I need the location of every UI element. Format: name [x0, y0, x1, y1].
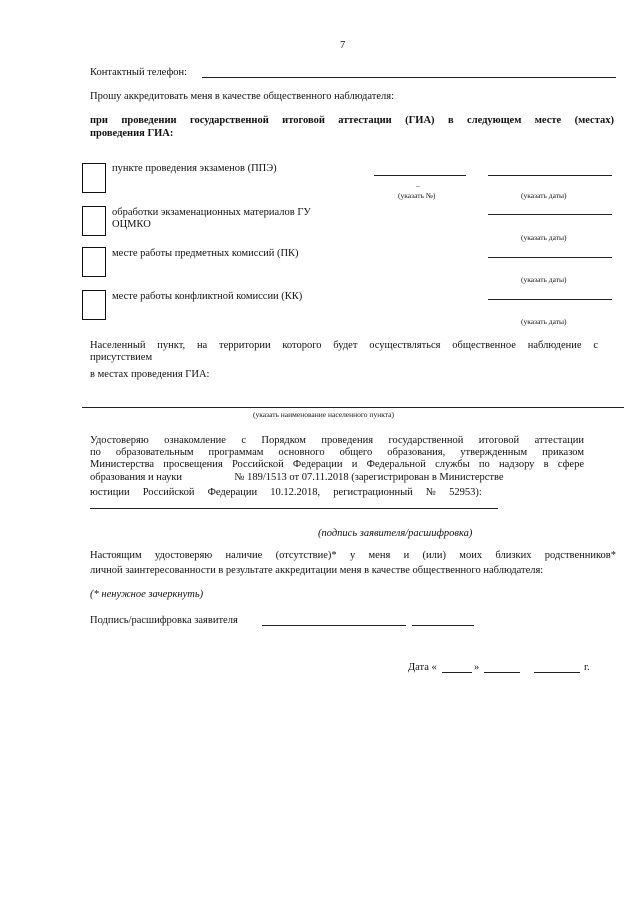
settlement-field[interactable] — [82, 407, 624, 408]
certify-line4: образования и науки № 189/1513 от 07.11.2018 (зарегистрирован в Министерстве — [90, 472, 504, 483]
ppe-number-field[interactable] — [374, 175, 466, 176]
heading-line1: при проведении государственной итоговой аттестации (ГИА) в следующем месте (местах) — [90, 115, 614, 126]
page-number: 7 — [340, 40, 346, 51]
signature-decode-field[interactable] — [412, 625, 474, 626]
ocmko-dates-field[interactable] — [488, 214, 612, 215]
signature-label: Подпись/расшифровка заявителя — [90, 615, 238, 626]
signature-field[interactable] — [262, 625, 406, 626]
certify-line2: по образовательным программам основного общего образования, утвержденным приказом — [90, 447, 584, 458]
ocmko-dates-hint: (указать даты) — [521, 233, 567, 242]
interest-line1: Настоящим удостоверяю наличие (отсутствие)* у меня и (или) моих близких родственников* — [90, 550, 616, 561]
ppe-number-dash: – — [416, 181, 420, 190]
date-day-field[interactable] — [442, 672, 472, 673]
option-kk-label: месте работы конфликтной комиссии (КК) — [112, 291, 303, 302]
signature-hint: (подпись заявителя/расшифровка) — [318, 528, 473, 539]
checkbox-ocmko[interactable] — [82, 206, 106, 236]
date-close-quote: » — [474, 662, 480, 673]
kk-dates-hint: (указать даты) — [521, 317, 567, 326]
date-month-field[interactable] — [484, 672, 520, 673]
option-pk-label: месте работы предметных комиссий (ПК) — [112, 248, 299, 259]
option-ppe-label: пункте проведения экзаменов (ППЭ) — [112, 163, 277, 174]
heading-line2: проведения ГИА: — [90, 128, 174, 139]
ppe-dates-field[interactable] — [488, 175, 612, 176]
contact-phone-field[interactable] — [202, 77, 616, 78]
certify-line3: Министерства просвещения Российской Федерации и Федеральной службы по надзору в сфере — [90, 459, 584, 470]
checkbox-pk[interactable] — [82, 247, 106, 277]
date-year-field[interactable] — [534, 672, 580, 673]
contact-phone-label: Контактный телефон: — [90, 67, 188, 78]
option-ocmko-label-line2: ОЦМКО — [112, 219, 151, 230]
certify-line1: Удостоверяю ознакомление с Порядком проведения государственной итоговой аттестации — [90, 435, 584, 446]
year-suffix: г. — [584, 662, 590, 673]
pk-dates-field[interactable] — [488, 257, 612, 258]
date-label: Дата « — [408, 662, 437, 673]
settlement-line1: Населенный пункт, на территории которого будет осуществляться общественное наблюдение с — [90, 340, 598, 351]
settlement-hint: (указать наименование населенного пункта) — [253, 410, 394, 419]
settlement-line3: в местах проведения ГИА: — [90, 369, 210, 380]
certify-signature-field[interactable] — [90, 508, 498, 509]
ppe-number-hint: (указать №) — [398, 191, 436, 200]
checkbox-ppe[interactable] — [82, 163, 106, 193]
request-line: Прошу аккредитовать меня в качестве общественного наблюдателя: — [90, 91, 395, 102]
settlement-line2: присутствием — [90, 352, 153, 363]
interest-line2: личной заинтересованности в результате аккредитации меня в качестве общественного наблюдателя: — [90, 565, 544, 576]
ppe-dates-hint: (указать даты) — [521, 191, 567, 200]
certify-line5: юстиции Российской Федерации 10.12.2018, регистрационный № 52953): — [90, 487, 482, 498]
option-ocmko-label-line1: обработки экзаменационных материалов ГУ — [112, 207, 311, 218]
strike-note: (* ненужное зачеркнуть) — [90, 589, 204, 600]
pk-dates-hint: (указать даты) — [521, 275, 567, 284]
checkbox-kk[interactable] — [82, 290, 106, 320]
kk-dates-field[interactable] — [488, 299, 612, 300]
